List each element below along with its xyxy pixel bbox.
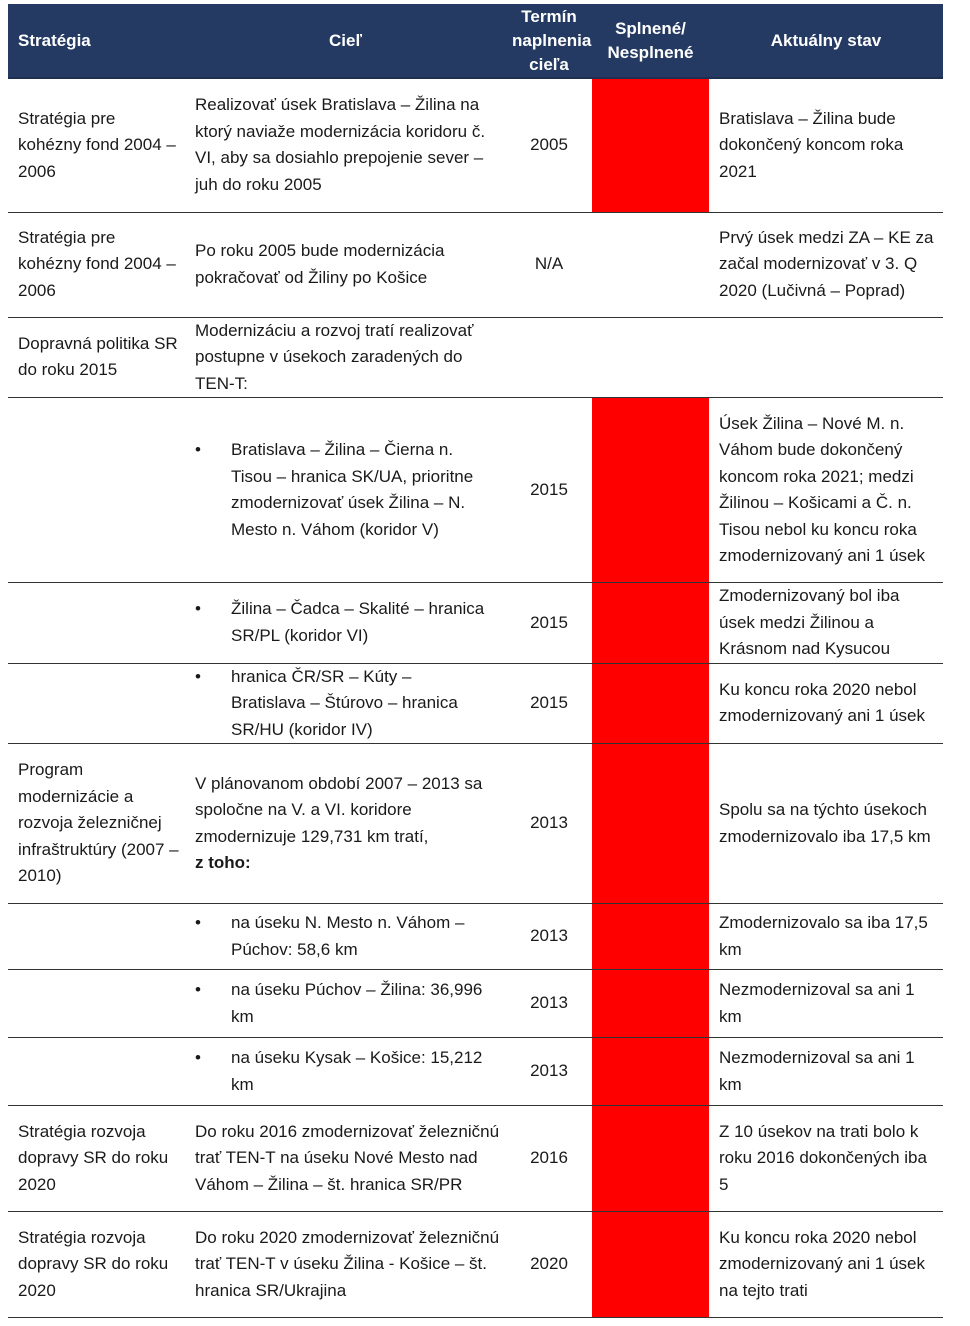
current-state-cell: Bratislava – Žilina bude dokončený koncom roka 2021 bbox=[709, 78, 943, 212]
strategy-cell bbox=[8, 904, 185, 970]
status-fill bbox=[592, 1212, 709, 1317]
table-row bbox=[8, 904, 943, 970]
status-fill bbox=[592, 664, 709, 744]
status-fill bbox=[592, 79, 709, 212]
goal-cell bbox=[185, 663, 506, 744]
strategy-goals-table bbox=[8, 4, 943, 1318]
goal-cell bbox=[185, 583, 506, 664]
status-cell bbox=[592, 970, 709, 1038]
status-cell bbox=[592, 1106, 709, 1212]
goal-cell bbox=[185, 970, 506, 1038]
current-state-cell bbox=[709, 317, 943, 398]
current-state-cell: Z 10 úsekov na trati bolo k roku 2016 dokončených iba 5 bbox=[709, 1106, 943, 1212]
status-fill bbox=[592, 398, 709, 582]
strategy-cell: Stratégia rozvoja dopravy SR do roku 2020 bbox=[8, 1106, 185, 1212]
current-state-cell: Prvý úsek medzi ZA – KE za začal modernizovať v 3. Q 2020 (Lučivná – Poprad) bbox=[709, 212, 943, 317]
goal-text: na úseku Kysak – Košice: 15,212 km bbox=[231, 1048, 483, 1094]
strategy-cell: Dopravná politika SR do roku 2015 bbox=[8, 317, 185, 398]
term-cell bbox=[506, 317, 592, 398]
goal-cell: Do roku 2016 zmodernizovať železničnú trať TEN-T na úseku Nové Mesto nad Váhom – Žilina – št. hranica SR/PR bbox=[185, 1106, 506, 1212]
status-cell bbox=[592, 663, 709, 744]
goal-cell: Do roku 2020 zmodernizovať železničnú trať TEN-T v úseku Žilina - Košice – št. hranica SR/Ukrajina bbox=[185, 1212, 506, 1318]
table-row bbox=[8, 744, 943, 904]
header-current-state: Aktuálny stav bbox=[709, 4, 943, 78]
table-row bbox=[8, 78, 943, 212]
current-state-cell: Ku koncu roka 2020 nebol zmodernizovaný ani 1 úsek bbox=[709, 663, 943, 744]
bullet-dot-icon: • bbox=[195, 913, 201, 932]
bullet-dot-icon: • bbox=[195, 440, 201, 459]
goal-cell: Po roku 2005 bude modernizácia pokračovať od Žiliny po Košice bbox=[185, 212, 506, 317]
strategy-cell bbox=[8, 970, 185, 1038]
goal-cell bbox=[185, 398, 506, 583]
goal-text: hranica ČR/SR – Kúty – Bratislava – Štúrovo – hranica SR/HU (koridor IV) bbox=[231, 666, 458, 739]
status-cell bbox=[592, 583, 709, 664]
status-cell bbox=[592, 744, 709, 904]
table-row bbox=[8, 317, 943, 398]
status-fill bbox=[592, 1038, 709, 1105]
strategy-cell: Stratégia rozvoja dopravy SR do roku 2020 bbox=[8, 1212, 185, 1318]
current-state-cell: Zmodernizovaný bol iba úsek medzi Žilinou a Krásnom nad Kysucou bbox=[709, 583, 943, 664]
table-row bbox=[8, 212, 943, 317]
term-cell: 2016 bbox=[506, 1106, 592, 1212]
strategy-cell bbox=[8, 398, 185, 583]
goal-text: Žilina – Čadca – Skalité – hranica SR/PL (koridor VI) bbox=[231, 599, 485, 645]
table-row bbox=[8, 1106, 943, 1212]
status-cell bbox=[592, 1212, 709, 1318]
term-cell: 2013 bbox=[506, 1038, 592, 1106]
term-cell: 2013 bbox=[506, 904, 592, 970]
status-cell bbox=[592, 398, 709, 583]
status-cell bbox=[592, 78, 709, 212]
header-strategy: Stratégia bbox=[8, 4, 185, 78]
strategy-cell: Stratégia pre kohézny fond 2004 – 2006 bbox=[8, 212, 185, 317]
term-cell: 2015 bbox=[506, 663, 592, 744]
term-cell: 2013 bbox=[506, 744, 592, 904]
table-row bbox=[8, 663, 943, 744]
status-fill bbox=[592, 904, 709, 969]
status-cell bbox=[592, 212, 709, 317]
term-cell: 2013 bbox=[506, 970, 592, 1038]
strategy-cell bbox=[8, 1038, 185, 1106]
bullet-dot-icon: • bbox=[195, 980, 201, 999]
strategy-cell bbox=[8, 583, 185, 664]
table-row bbox=[8, 970, 943, 1038]
goal-text: Bratislava – Žilina – Čierna n. Tisou – hranica SK/UA, prioritne zmodernizovať úsek Žilina – N. Mesto n. Váhom (koridor V) bbox=[231, 440, 474, 539]
bullet-dot-icon: • bbox=[195, 599, 201, 619]
header-goal: Cieľ bbox=[185, 4, 506, 78]
goal-text: na úseku Púchov – Žilina: 36,996 km bbox=[231, 980, 483, 1026]
status-fill bbox=[592, 970, 709, 1037]
term-cell: 2015 bbox=[506, 583, 592, 664]
status-fill bbox=[592, 1106, 709, 1211]
status-cell bbox=[592, 1038, 709, 1106]
goal-cell: Realizovať úsek Bratislava – Žilina na ktorý naviaže modernizácia koridoru č. VI, aby sa dosiahlo prepojenie sever – juh do roku 2005 bbox=[185, 78, 506, 212]
table-row bbox=[8, 1212, 943, 1318]
term-cell: 2020 bbox=[506, 1212, 592, 1318]
table-row bbox=[8, 1038, 943, 1106]
current-state-cell: Zmodernizovalo sa iba 17,5 km bbox=[709, 904, 943, 970]
term-cell: 2005 bbox=[506, 78, 592, 212]
current-state-cell: Úsek Žilina – Nové M. n. Váhom bude dokončený koncom roka 2021; medzi Žilinou – Košicami a Č. n. Tisou nebol ku koncu roka zmodernizovaný ani 1 úsek bbox=[709, 398, 943, 583]
header-term: Termín naplnenia cieľa bbox=[506, 4, 592, 78]
status-cell bbox=[592, 317, 709, 398]
goal-cell bbox=[185, 1038, 506, 1106]
term-cell: N/A bbox=[506, 212, 592, 317]
term-cell: 2015 bbox=[506, 398, 592, 583]
goal-subtotal-label: z toho: bbox=[195, 853, 251, 872]
status-cell bbox=[592, 904, 709, 970]
table-row bbox=[8, 398, 943, 583]
header-fulfilled: Splnené/ Nesplnené bbox=[592, 4, 709, 78]
bullet-dot-icon: • bbox=[195, 1048, 201, 1067]
bullet-dot-icon: • bbox=[195, 666, 201, 686]
goal-cell bbox=[185, 744, 506, 904]
strategy-cell: Program modernizácie a rozvoja železničnej infraštruktúry (2007 – 2010) bbox=[8, 744, 185, 904]
current-state-cell: Spolu sa na týchto úsekoch zmodernizovalo iba 17,5 km bbox=[709, 744, 943, 904]
header-row bbox=[8, 4, 943, 78]
table-row bbox=[8, 583, 943, 664]
goal-text: V plánovanom období 2007 – 2013 sa spoločne na V. a VI. koridore zmodernizuje 129,731 km tratí, bbox=[195, 773, 483, 846]
table-header bbox=[8, 4, 943, 78]
status-fill bbox=[592, 318, 709, 398]
current-state-cell: Ku koncu roka 2020 nebol zmodernizovaný ani 1 úsek na tejto trati bbox=[709, 1212, 943, 1318]
current-state-cell: Nezmodernizoval sa ani 1 km bbox=[709, 970, 943, 1038]
table-body bbox=[8, 78, 943, 1318]
strategy-cell bbox=[8, 663, 185, 744]
current-state-cell: Nezmodernizoval sa ani 1 km bbox=[709, 1038, 943, 1106]
goal-cell: Modernizáciu a rozvoj tratí realizovať postupne v úsekoch zaradených do TEN-T: bbox=[185, 317, 506, 398]
strategy-cell: Stratégia pre kohézny fond 2004 – 2006 bbox=[8, 78, 185, 212]
status-fill bbox=[592, 213, 709, 317]
status-fill bbox=[592, 583, 709, 663]
status-fill bbox=[592, 744, 709, 903]
goal-cell bbox=[185, 904, 506, 970]
goal-text: na úseku N. Mesto n. Váhom – Púchov: 58,6 km bbox=[231, 913, 465, 959]
